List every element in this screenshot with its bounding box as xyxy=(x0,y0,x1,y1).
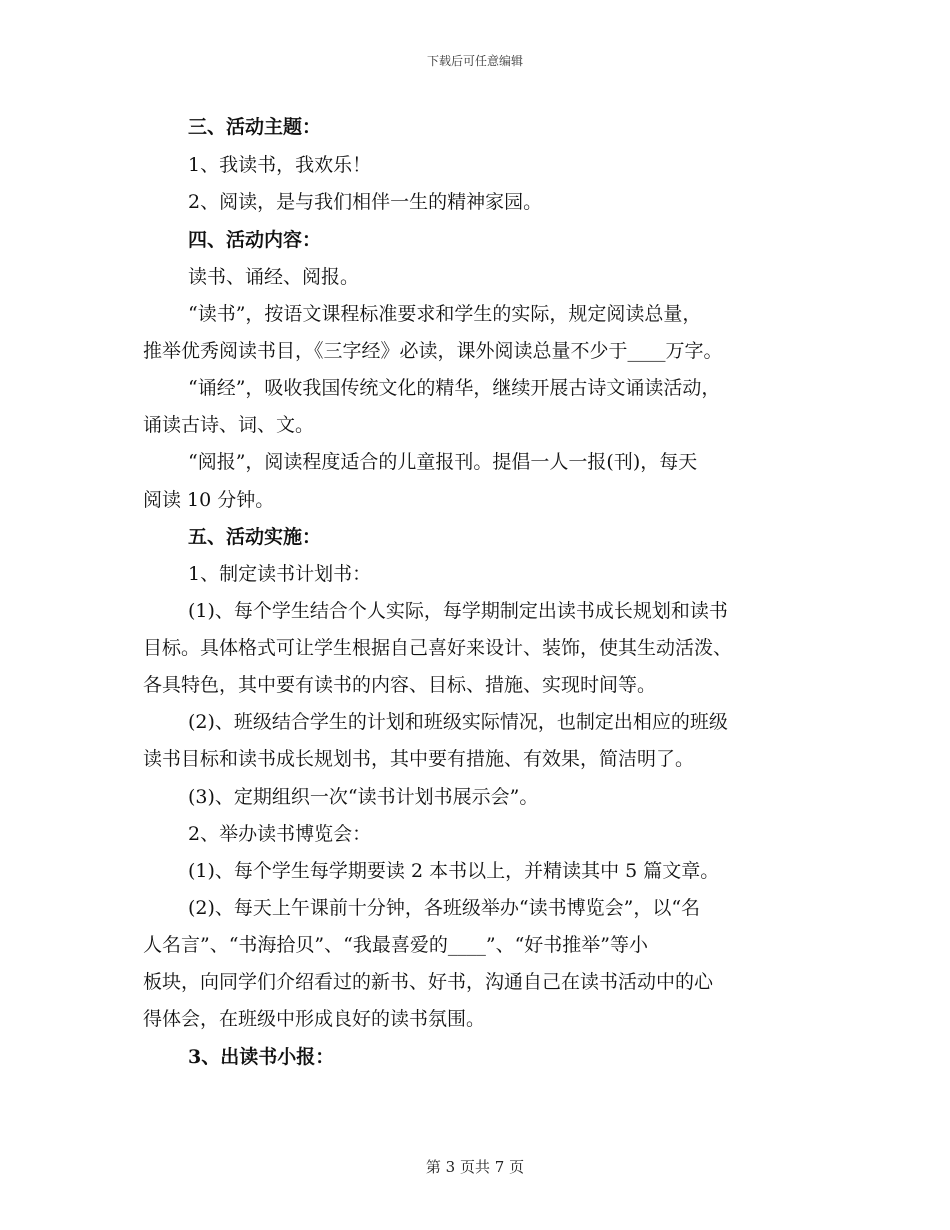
section-heading-content: 四、活动内容： xyxy=(188,229,322,251)
paragraph-line: 2、阅读，是与我们相伴一生的精神家园。 xyxy=(188,191,543,213)
paragraph-line: 各具特色，其中要有读书的内容、目标、措施、实现时间等。 xyxy=(143,674,657,696)
paragraph-line: 1、制定读书计划书： xyxy=(188,563,372,585)
paragraph-line: “读书”，按语文课程标准要求和学生的实际，规定阅读总量， xyxy=(188,303,702,325)
paragraph-line: 目标。具体格式可让学生根据自己喜好来设计、装饰，使其生动活泼、 xyxy=(143,637,733,659)
paragraph-line: (1)、每个学生每学期要读 2 本书以上，并精读其中 5 篇文章。 xyxy=(188,860,720,882)
paragraph-line: 读书目标和读书成长规划书，其中要有措施、有效果，简洁明了。 xyxy=(143,748,695,770)
section-heading-theme: 三、活动主题： xyxy=(188,116,322,138)
paragraph-line: “阅报”，阅读程度适合的儿童报刊。提倡一人一报(刊)，每天 xyxy=(188,451,698,473)
paragraph-line: 读书、诵经、阅报。 xyxy=(188,266,360,288)
page-footer: 第 3 页共 7 页 xyxy=(425,1158,525,1176)
page-header: 下载后可任意编辑 xyxy=(426,54,523,68)
paragraph-line: (3)、定期组织一次“读书计划书展示会”。 xyxy=(188,786,539,808)
paragraph-line: (1)、每个学生结合个人实际，每学期制定出读书成长规划和读书 xyxy=(188,600,728,622)
paragraph-line: 推举优秀阅读书目，《三字经》必读，课外阅读总量不少于____万字。 xyxy=(143,340,723,362)
paragraph-line: 诵读古诗、词、文。 xyxy=(143,414,315,436)
section-heading-implementation: 五、活动实施： xyxy=(188,526,322,548)
paragraph-line: (2)、每天上午课前十分钟，各班级举办“读书博览会”，以“名 xyxy=(188,897,701,919)
paragraph-line: (2)、班级结合学生的计划和班级实际情况，也制定出相应的班级 xyxy=(188,711,728,733)
paragraph-line: “诵经”，吸收我国传统文化的精华，继续开展古诗文诵读活动， xyxy=(188,377,721,399)
paragraph-line: 得体会，在班级中形成良好的读书氛围。 xyxy=(143,1008,486,1030)
paragraph-line: 板块，向同学们介绍看过的新书、好书，沟通自己在读书活动中的心 xyxy=(143,971,714,993)
section-heading-newspaper: 3、出读书小报： xyxy=(188,1046,335,1068)
paragraph-line: 2、举办读书博览会： xyxy=(188,823,372,845)
paragraph-line: 1、我读书，我欢乐！ xyxy=(188,154,372,176)
paragraph-line: 阅读 10 分钟。 xyxy=(143,489,275,511)
paragraph-line: 人名言”、“书海拾贝”、“我最喜爱的____”、“好书推举”等小 xyxy=(143,934,648,956)
